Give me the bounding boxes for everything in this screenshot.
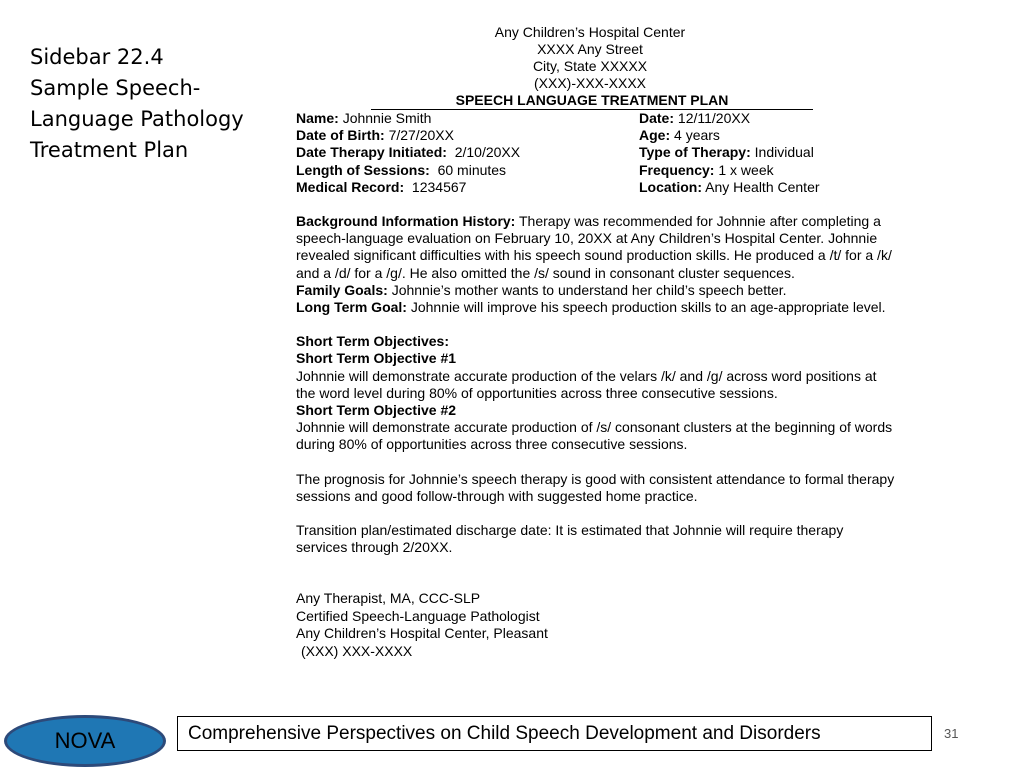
info-row (296, 179, 896, 196)
age-value: 4 years (674, 127, 720, 144)
signature-org: Any Children’s Hospital Center, Pleasant (296, 625, 548, 642)
name-label: Name: (296, 110, 339, 126)
letterhead (296, 24, 884, 92)
long-term-goal-label: Long Term Goal: (296, 298, 407, 315)
frequency-label: Frequency: (639, 161, 715, 178)
location-value: Any Health Center (705, 178, 820, 195)
letterhead-org: Any Children’s Hospital Center (494, 24, 686, 40)
long-term-goal-paragraph (296, 299, 896, 316)
family-goals-paragraph (296, 282, 896, 299)
nova-logo (4, 715, 166, 767)
date-label: Date: (639, 110, 675, 126)
plan-title: SPEECH LANGUAGE TREATMENT PLAN (371, 92, 813, 110)
plan-date: 12/11/20XX (677, 110, 751, 126)
record-label: Medical Record: (296, 178, 405, 195)
length-label: Length of Sessions: (296, 161, 430, 178)
letterhead-phone: (XXX)-XXX-XXXX (533, 75, 647, 91)
signature-name: Any Therapist, MA, CCC-SLP (296, 590, 481, 607)
treatment-plan-document (296, 24, 896, 660)
title-line: Sample Speech- (30, 76, 201, 100)
dob-label: Date of Birth: (296, 127, 385, 144)
info-row (296, 162, 896, 179)
patient-name: Johnnie Smith (342, 110, 432, 126)
sto-heading: Short Term Objectives: (296, 333, 450, 350)
transition-text: Transition plan/estimated discharge date: It is estimated that Johnnie will require therapy services through 2/20XX. (296, 521, 844, 556)
sto1-heading: Short Term Objective #1 (296, 350, 457, 367)
signature-phone: (XXX) XXX-XXXX (301, 642, 413, 659)
frequency-value: 1 x week (718, 161, 774, 178)
sto1-text: Johnnie will demonstrate accurate production of the velars /k/ and /g/ across word positions at the word level during 80% of opportunities across three consecutive sessions. (296, 367, 877, 401)
prognosis-text: The prognosis for Johnnie’s speech therapy is good with consistent attendance to formal therapy sessions and good follow-through with suggested home practice. (296, 470, 895, 504)
background-label: Background Information History: (296, 212, 516, 229)
slide-title (30, 42, 270, 166)
title-line: Treatment Plan (30, 138, 189, 162)
length-value: 60 minutes (437, 161, 507, 178)
letterhead-street: XXXX Any Street (537, 41, 643, 57)
record-value: 1234567 (411, 178, 467, 195)
initiated-value: 2/10/20XX (454, 144, 521, 161)
location-label: Location: (639, 178, 702, 195)
signature-title: Certified Speech-Language Pathologist (296, 607, 540, 624)
therapy-type-value: Individual (754, 144, 814, 161)
nova-logo-text: NOVA (54, 728, 116, 753)
letterhead-city: City, State XXXXX (532, 58, 648, 74)
book-title: Comprehensive Perspectives on Child Speech Development and Disorders (188, 722, 821, 744)
family-goals-text: Johnnie’s mother wants to understand her child’s speech better. (391, 281, 787, 298)
therapy-type-label: Type of Therapy: (639, 144, 751, 161)
info-row (296, 127, 896, 144)
age-label: Age: (639, 127, 671, 144)
title-line: Sidebar 22.4 (30, 45, 164, 69)
initiated-label: Date Therapy Initiated: (296, 144, 447, 161)
background-paragraph (296, 213, 896, 282)
info-row (296, 110, 896, 127)
background-text: Therapy was recommended for Johnnie after completing a speech-language evaluation on February 10, 20XX at Any Children’s Hospital Center. Johnnie revealed significant difficulties with his speech sound production skills. He produced a /t/ for a /k/ and a /d/ for a /g/. He also omitted the /s/ sound in consonant cluster sequences. (296, 212, 892, 281)
slide-number: 31 (944, 726, 959, 741)
signature-block (296, 590, 896, 660)
long-term-goal-text: Johnnie will improve his speech production skills to an age-appropriate level. (410, 298, 886, 315)
dob-value: 7/27/20XX (388, 127, 454, 144)
sto2-text: Johnnie will demonstrate accurate production of /s/ consonant clusters at the beginning of words during 80% of opportunities across three consecutive sessions. (296, 419, 893, 453)
title-line: Language Pathology (30, 107, 244, 131)
info-row (296, 144, 896, 161)
family-goals-label: Family Goals: (296, 281, 388, 298)
sto2-heading: Short Term Objective #2 (296, 401, 457, 418)
book-title-box (177, 716, 932, 751)
